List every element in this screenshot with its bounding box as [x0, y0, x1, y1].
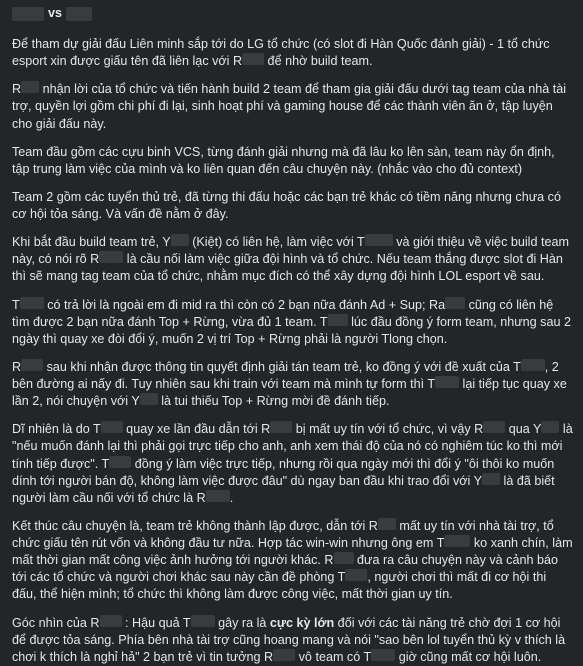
- redacted-name: [444, 535, 470, 547]
- redacted-name: [99, 251, 123, 263]
- redacted-name: [270, 421, 292, 433]
- redacted-name: [345, 569, 367, 581]
- paragraph-4: Team 2 gồm các tuyển thủ trẻ, đã từng thi đấu hoặc các bạn trẻ khác có tiềm năng nhưng chưa có cơ hội tỏa sáng. Và vấn đề nằm ở đây.: [12, 189, 561, 221]
- paragraph-3: Team đầu gồm các cựu binh VCS, từng đánh giải nhưng mà đã lâu ko lên sàn, team này ổn định, tập trung làm việc của mình và ko liên quan đến câu chuyện này. (nhắc vào cho đủ context): [12, 144, 555, 176]
- redacted-name: [109, 456, 131, 468]
- redacted-name: [171, 234, 189, 246]
- redacted-name: [21, 359, 43, 371]
- redacted-name: [371, 649, 395, 661]
- redacted-name: [21, 81, 39, 93]
- redacted-name: [191, 615, 215, 627]
- redacted-name: [328, 314, 348, 326]
- redacted-name: [20, 297, 44, 309]
- paragraph-6: T có trả lời là ngoài em đi mid ra thì còn có 2 bạn nữa đánh Ad + Sup; Ra cũng có liên hệ tìm được 2 bạn nữa đánh Top + Rừng, vừa đủ 1 team. T lúc đầu đồng ý form team, nhưng sau 2 ngày thì quay xe đòi đổi ý, muốn 2 vị trí Top + Rừng phải là người Tlong chọn.: [12, 297, 571, 346]
- redacted-name: [273, 649, 295, 661]
- redacted-name: [482, 473, 500, 485]
- paragraph-8: Dĩ nhiên là do T quay xe lần đầu dẫn tới R bị mất uy tín với tổ chức, vì vậy R qua Y là "nếu muốn đánh lại thì phải gọi trực tiếp cho anh, anh xem thái độ của nó có nghiêm túc ko thì mới tính tiếp được". T đồng ý làm việc trực tiếp, nhưng rồi qua ngày mới thì đổi ý "ôi thôi ko muốn dính tới người bán độ, không làm việc được đâu" dù ngay ban đầu khi trao đổi với Y là đã biết người làm cầu nối với tổ chức là R .: [12, 422, 573, 505]
- redacted-name: [12, 7, 44, 21]
- redacted-name: [334, 552, 354, 564]
- paragraph-1: Để tham dự giải đấu Liên minh sắp tới do LG tổ chức (có slot đi Hàn Quốc đánh giải) - 1 tổ chức esport xin được giấu tên đã liên lạc với R để nhờ build team.: [12, 37, 550, 69]
- paragraph-10: Góc nhìn của R : Hậu quả T gây ra là cực kỳ lớn đối với các tài năng trẻ chờ đợi 1 cơ hội để được tỏa sáng. Phía bên nhà tài trợ cũng hoang mang và nói "sao bên lol tuyển thủ kỳ v thích là chơi k thích là nghỉ hả" 2 bạn trẻ vì tin tưởng R vô team có T giờ cũng mất cơ hội luôn.: [12, 615, 566, 664]
- redacted-name: [140, 393, 158, 405]
- title-vs: vs: [48, 6, 63, 21]
- redacted-name: [101, 421, 123, 433]
- paragraph-7: R sau khi nhận được thông tin quyết định giải tán team trẻ, ko đồng ý với đề xuất của T , 2 bên đường ai nấy đi. Tuy nhiên sau khi train với team mà mình tự form thì T lại tiếp tục quay xe lần 2, nói chuyện với Y là tui thiếu Top + Rừng mời đề đánh tiếp.: [12, 359, 567, 409]
- redacted-name: [206, 490, 230, 502]
- emphasis-text: cực kỳ lớn: [269, 615, 335, 630]
- redacted-name: [378, 518, 396, 530]
- paragraph-9: Kết thúc câu chuyện là, team trẻ không thành lập được, dẫn tới R mất uy tín với nhà tài trợ, tổ chức giấu tên rút vốn và không đầu tư nữa. Hợp tác win-win nhưng ông em T ko xanh chín, làm mất thời gian mất công việc ảnh hưởng tới người khác. R đưa ra câu chuyện này và cảnh báo tới các tổ chức và người chơi khác sau này cần đề phòng T , người chơi thì mất đi cơ hội thi đấu, thể hiện mình; tổ chức thì không làm được công việc, mất thời gian uy tín.: [12, 518, 573, 602]
- paragraph-2: R nhận lời của tổ chức và tiến hành build 2 team để tham gia giải đấu dưới tag team của nhà tài trợ, quyền lợi gồm chi phí đi lại, sinh hoạt phí và gaming house để các thành viên ăn ở, tập luyện cho giải đấu này.: [12, 82, 567, 131]
- redacted-name: [66, 7, 92, 21]
- redacted-name: [365, 234, 393, 246]
- post-title: [12, 4, 574, 24]
- redacted-name: [100, 615, 122, 627]
- paragraph-5: Khi bắt đầu build team trẻ, Y (Kiệt) có liên hệ, làm việc với T và giới thiệu về việc build team này, có nói rõ R là cầu nối làm việc giữa đội hình và tổ chức. Nếu team thắng được slot đi Hàn thì sẽ mang tag team của tổ chức, nhằm mục đích có thể xây dựng đội hình LOL esport về sau.: [12, 235, 569, 284]
- redacted-name: [445, 297, 465, 309]
- redacted-name: [483, 421, 505, 433]
- redacted-name: [541, 421, 559, 433]
- redacted-name: [242, 53, 264, 65]
- redacted-name: [521, 359, 545, 371]
- redacted-name: [435, 376, 459, 388]
